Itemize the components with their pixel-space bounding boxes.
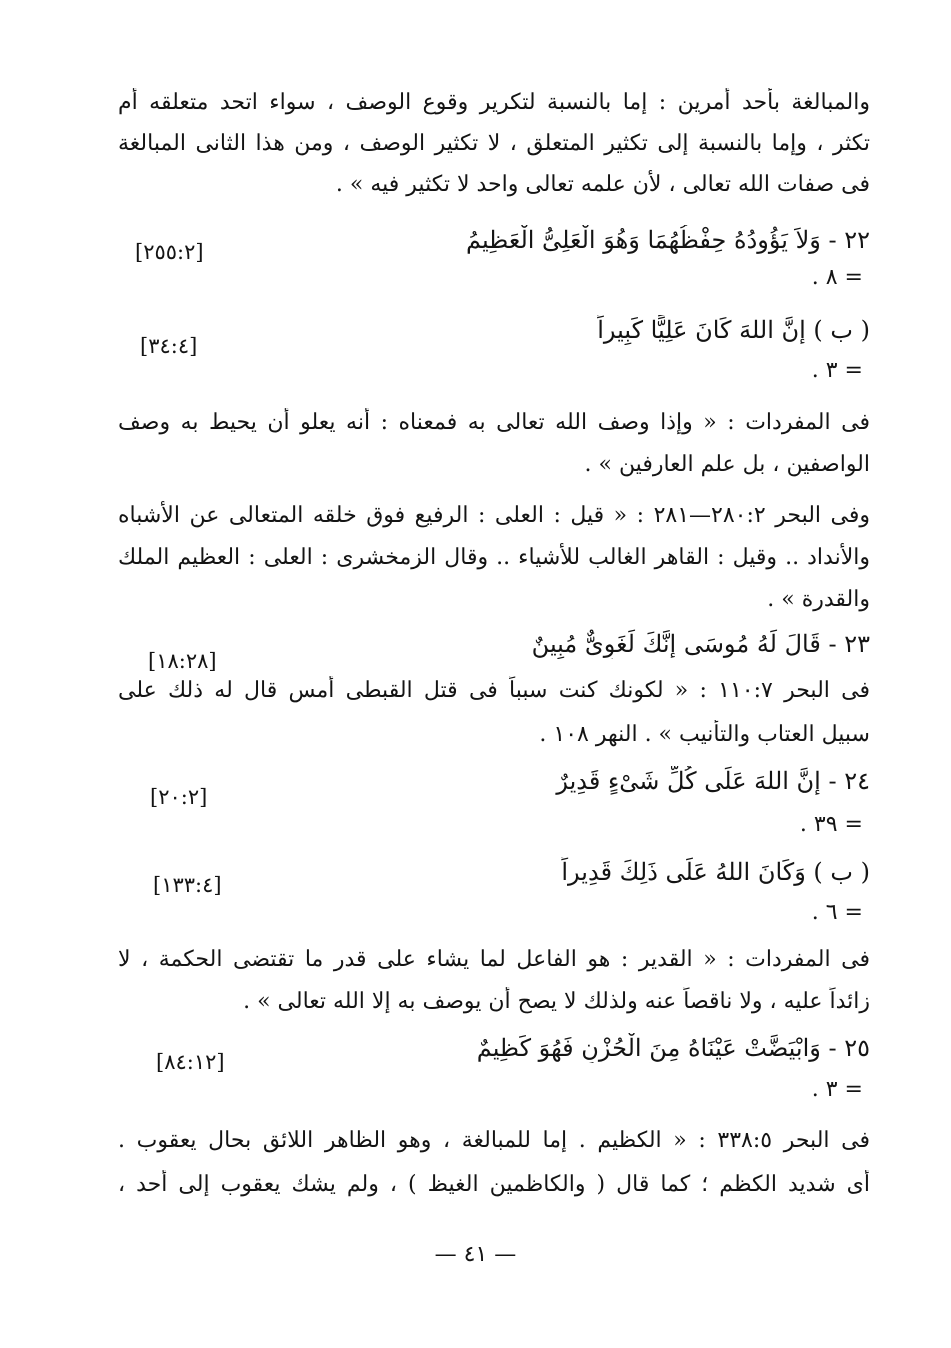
text-line: زائداً عليه ، ولا ناقصاً عنه ولذلك لا يصح أن يوصف به إلا الله تعالى » .	[243, 989, 870, 1014]
occurrence-count: = ٣٩ .	[799, 812, 863, 837]
quran-verse-22b: ( ب ) إِنَّ اللهَ كَانَ عَلِيًّا كَبِيراً	[597, 316, 870, 344]
text-line: فى صفات الله تعالى ، لأن علمه تعالى واحد لا تكثير فيه » .	[335, 172, 870, 197]
verse-reference: [٢٠:٢]	[150, 785, 208, 809]
quran-verse-24b: ( ب ) وَكَانَ اللهُ عَلَى ذَلِكَ قَدِيراً	[561, 858, 870, 886]
occurrence-count: = ٨ .	[811, 265, 863, 290]
verse-reference: [١٣٣:٤]	[153, 873, 222, 897]
text-line: فى البحر ١١٠:٧ : « لكونك كنت سبباً فى قتل القبطى أمس قال له ذلك على	[118, 678, 870, 703]
quran-verse-22: ٢٢ - وَلاَ يَؤُودُهُ حِفْظُهُمَا وَهُوَ الْعَلِىُّ الْعَظِيمُ	[465, 226, 870, 254]
occurrence-count: = ٦ .	[811, 900, 863, 925]
quran-verse-24: ٢٤ - إِنَّ اللهَ عَلَى كُلِّ شَىْءٍ قَدِيرٌ	[556, 767, 870, 795]
text-line: تكثر ، وإما بالنسبة إلى تكثير المتعلق ، لا تكثير الوصف ، ومن هذا الثانى المبالغة	[118, 131, 870, 156]
text-line: فى البحر ٣٣٨:٥ : « الكظيم . إما للمبالغة ، وهو الظاهر اللائق بحال يعقوب .	[118, 1128, 870, 1153]
text-line: والقدرة » .	[767, 587, 870, 612]
occurrence-count: = ٣ .	[811, 1077, 863, 1102]
verse-reference: [١٨:٢٨]	[148, 649, 217, 673]
verse-reference: [٣٤:٤]	[140, 334, 198, 358]
quran-verse-25: ٢٥ - وَابْيَضَّتْ عَيْنَاهُ مِنَ الْحُزْنِ فَهُوَ كَظِيمٌ	[476, 1034, 870, 1062]
text-line: والأنداد .. وقيل : القاهر الغالب للأشياء .. وقال الزمخشرى : العلى : العظيم الملك	[118, 545, 870, 570]
text-line: فى المفردات : « القدير : هو الفاعل لما يشاء على قدر ما تقتضى الحكمة ، لا	[118, 947, 870, 972]
quran-verse-23: ٢٣ - قَالَ لَهُ مُوسَى إِنَّكَ لَغَوِىٌّ مُبِينٌ	[531, 630, 870, 658]
text-line: الواصفين ، بل علم العارفين » .	[584, 452, 870, 477]
page-number: — ٤١ —	[434, 1242, 517, 1267]
verse-reference: [٢٥٥:٢]	[135, 240, 204, 264]
occurrence-count: = ٣ .	[811, 358, 863, 383]
text-line: سبيل العتاب والتأنيب » . النهر ١٠٨ .	[539, 722, 870, 747]
text-line: فى المفردات : « وإذا وصف الله تعالى به فمعناه : أنه يعلو أن يحيط به وصف	[118, 410, 870, 435]
verse-reference: [٨٤:١٢]	[156, 1050, 225, 1074]
text-line: أى شديد الكظم ؛ كما قال ( والكاظمين الغيظ ) ، ولم يشك يعقوب إلى أحد ،	[118, 1172, 870, 1197]
text-line: وفى البحر ٢٨٠:٢—٢٨١ : « قيل : العلى : الرفيع فوق خلقه المتعالى عن الأشباه	[118, 503, 870, 528]
text-line: والمبالغة بأحد أمرين : إما بالنسبة لتكرير وقوع الوصف ، سواء اتحد متعلقه أم	[118, 90, 870, 115]
